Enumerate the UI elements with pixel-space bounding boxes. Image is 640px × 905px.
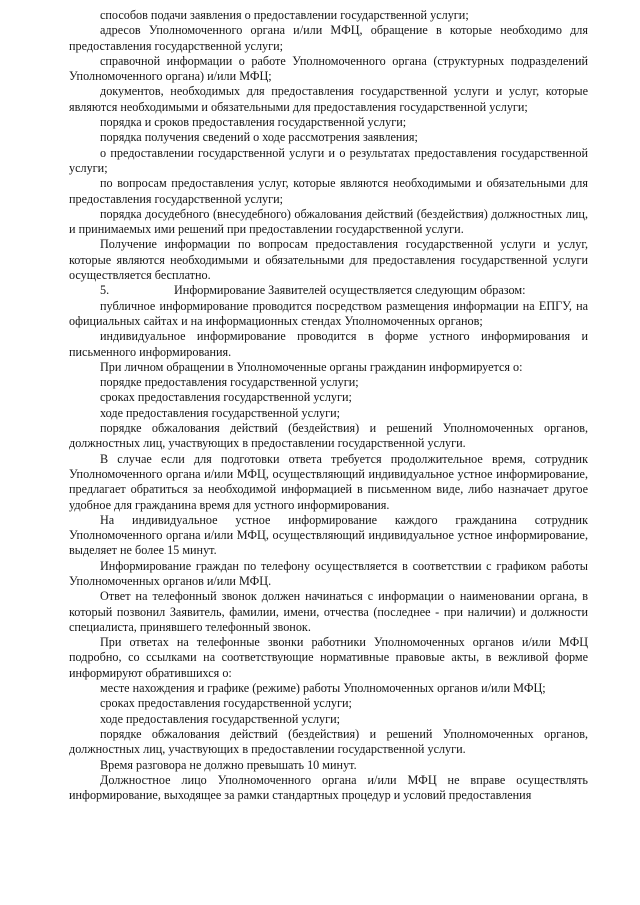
paragraph: справочной информации о работе Уполномоченного органа (структурных подразделений Уполномоченного органа) и/или МФЦ; (69, 53, 588, 84)
paragraph: Должностное лицо Уполномоченного органа и/или МФЦ не вправе осуществлять информирование, выходящее за рамки стандартных процедур и условий предоставления (69, 772, 588, 803)
paragraph: индивидуальное информирование проводится в форме устного информирования и письменного информирования. (69, 329, 588, 359)
paragraph: адресов Уполномоченного органа и/или МФЦ, обращение в которые необходимо для предоставления государственной услуги; (69, 23, 588, 53)
paragraph: документов, необходимых для предоставления государственной услуги и услуг, которые являются необходимыми и обязательными для предоставления государственной услуги; (69, 84, 588, 114)
item-number: 5. (100, 283, 110, 298)
paragraph: порядка и сроков предоставления государственной услуги; (100, 115, 407, 130)
paragraph: о предоставлении государственной услуги и о результатах предоставления государственной услуги; (69, 145, 588, 175)
numbered-item-5 (69, 283, 588, 298)
paragraph: При личном обращении в Уполномоченные органы гражданин информируется о: (100, 359, 523, 374)
paragraph: порядке обжалования действий (бездействия) и решений Уполномоченных органов, должностных лиц, участвующих в предоставлении государственной услуги. (69, 726, 588, 757)
paragraph: порядке предоставления государственной услуги; (100, 375, 359, 390)
paragraph: В случае если для подготовки ответа требуется продолжительное время, сотрудник Уполномоченного органа и/или МФЦ, осуществляющий индивидуальное устное информирование, предлагает обратиться за необходимой информацией в письменном виде, либо назначает другое удобное для гражданина время для устного информирования. (69, 451, 588, 512)
paragraph: ходе предоставления государственной услуги; (100, 405, 341, 420)
paragraph: Время разговора не должно превышать 10 минут. (100, 757, 357, 772)
item-text: Информирование Заявителей осуществляется следующим образом: (174, 283, 526, 298)
paragraph: Ответ на телефонный звонок должен начинаться с информации о наименовании органа, в который позвонил Заявитель, фамилии, имени, отчества (последнее - при наличии) и должности специалиста, принявшего телефонный звонок. (69, 589, 588, 634)
paragraph: При ответах на телефонные звонки работники Уполномоченных органов и/или МФЦ подробно, со ссылками на соответствующие нормативные правовые акты, в вежливой форме информируют обратившихся о: (69, 635, 588, 680)
paragraph: способов подачи заявления о предоставлении государственной услуги; (100, 8, 469, 22)
paragraph: сроках предоставления государственной услуги; (100, 390, 352, 405)
paragraph: порядке обжалования действий (бездействия) и решений Уполномоченных органов, должностных лиц, участвующих в предоставлении государственной услуги. (69, 421, 588, 451)
paragraph: Информирование граждан по телефону осуществляется в соответствии с графиком работы Уполномоченных органов и/или МФЦ. (69, 558, 588, 588)
paragraph: На индивидуальное устное информирование каждого гражданина сотрудник Уполномоченного органа и/или МФЦ, осуществляющий индивидуальное устное информирование, выделяет не более 15 минут. (69, 512, 588, 558)
paragraph: месте нахождения и графике (режиме) работы Уполномоченных органов и/или МФЦ; (100, 681, 546, 696)
paragraph: сроках предоставления государственной услуги; (100, 696, 352, 711)
document-page (69, 8, 588, 803)
paragraph: по вопросам предоставления услуг, которые являются необходимыми и обязательными для предоставления государственной услуги; (69, 176, 588, 206)
paragraph: Получение информации по вопросам предоставления государственной услуги и услуг, которые являются необходимыми и обязательными для предоставления государственной услуги осуществляется бесплатно. (69, 237, 588, 283)
paragraph: порядка досудебного (внесудебного) обжалования действий (бездействия) должностных лиц, и принимаемых ими решений при предоставлении государственной услуги. (69, 206, 588, 237)
paragraph: ходе предоставления государственной услуги; (100, 711, 341, 726)
paragraph: порядка получения сведений о ходе рассмотрения заявления; (100, 130, 418, 145)
paragraph: публичное информирование проводится посредством размещения информации на ЕПГУ, на официальных сайтах и на информационных стендах Уполномоченных органов; (69, 298, 588, 328)
